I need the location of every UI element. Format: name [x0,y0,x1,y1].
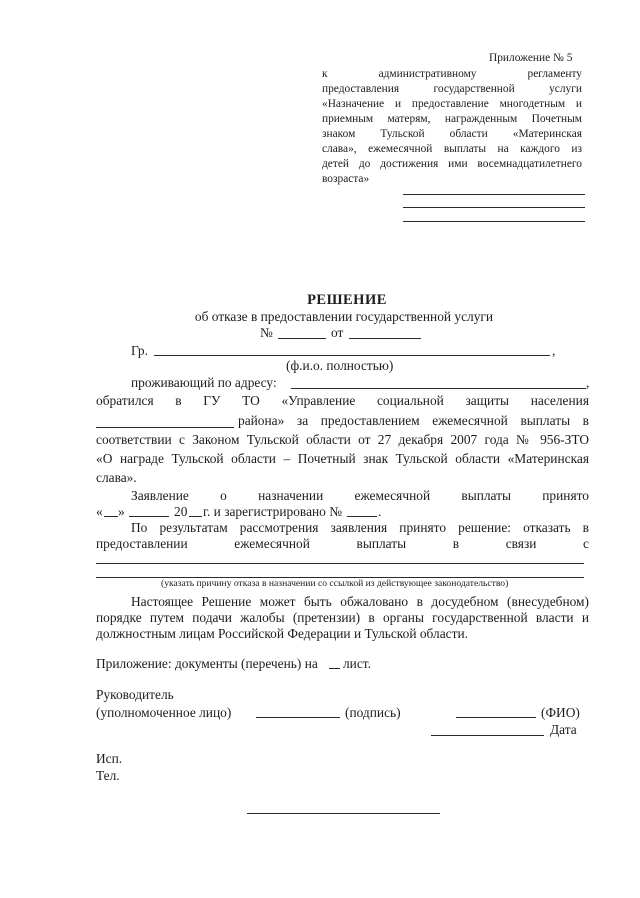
signature-label: (подпись) [345,705,401,720]
paragraph3-line-1: По результатам рассмотрения заявления принято решение: отказать в [131,520,589,535]
appendix-blank-line-1 [403,194,585,195]
attachment-label: Приложение: документы (перечень) на [96,656,318,671]
year-field [189,516,202,517]
paragraph3-line-2: предоставлении ежемесячной выплаты в связи с [96,536,589,551]
paragraph2-line-1: Заявление о назначении ежемесячной выплаты принято [131,488,589,503]
year-prefix: 20 [174,504,188,519]
address-end-comma: , [586,375,590,390]
decision-date-label: от [331,325,344,340]
paragraph1-line-3: соответствии с Законом Тульской области от 27 декабря 2007 года № 956-ЗТО [96,432,589,447]
executor-label: Исп. [96,751,123,766]
address-field [291,388,586,389]
appendix-line-7: детей до достижения ими восемнадцатилетнего [322,158,582,170]
appendix-line-3: «Назначение и предоставление многодетным и [322,98,582,110]
appendix-line-8: возраста» [322,173,370,185]
decision-number-label: № [260,325,273,340]
quote-open: « [96,504,103,519]
decision-date-field [349,338,421,339]
attachment-sheets-field [329,668,340,669]
appendix-blank-line-2 [403,207,585,208]
citizen-name-field [154,355,550,356]
bottom-rule [247,813,440,814]
paragraph1-line-5: слава». [96,470,137,485]
appendix-line-2: предоставления государственной услуги [322,83,582,95]
appendix-line-4: приемным матерям, награжденным Почетным [322,113,582,125]
appendix-blank-line-3 [403,221,585,222]
paragraph4-line-2: порядке путем подачи жалобы (претензии) в органы государственной власти и [96,610,589,625]
decision-number-field [278,338,326,339]
fio-caption: (ф.и.о. полностью) [286,358,394,373]
day-field [104,516,118,517]
date-label: Дата [550,722,577,737]
signature-field [256,717,340,718]
district-field [96,427,234,428]
attachment-suffix: лист. [343,656,371,671]
quote-close: » [118,504,125,519]
paragraph4-line-1: Настоящее Решение может быть обжаловано в досудебном (внесудебном) [131,594,589,609]
registration-end: . [378,504,382,519]
fio-field [456,717,536,718]
phone-label: Тел. [96,768,120,783]
registration-number-field [347,516,377,517]
paragraph4-line-3: должностным лицам Российской Федерации и Тульской области. [96,626,468,641]
appendix-line-1: к административному регламенту [322,68,582,80]
citizen-end-comma: , [552,343,556,358]
month-field [129,516,169,517]
paragraph1-line-1: обратился в ГУ ТО «Управление социальной защиты населения [96,393,589,408]
document-subtitle: об отказе в предоставлении государственной услуги [194,309,494,324]
reason-caption: (указать причину отказа в назначении со ссылкой из действующее законодательство) [161,578,509,589]
address-label: проживающий по адресу: [131,375,277,390]
paragraph1-line-2: района» за предоставлением ежемесячной выплаты в [238,413,589,428]
paragraph1-line-4: «О награде Тульской области – Почетный знак Тульской области «Материнская [96,451,589,466]
citizen-label: Гр. [131,343,148,358]
date-field [431,735,544,736]
fio-label: (ФИО) [541,705,580,720]
reason-field-1 [96,563,584,564]
appendix-title: Приложение № 5 [489,52,573,64]
appendix-line-6: слава», ежемесячной выплаты на каждого из [322,143,582,155]
appendix-line-5: знаком Тульской области «Материнская [322,128,582,140]
registered-text: г. и зарегистрировано № [203,504,343,519]
document-title: РЕШЕНИЕ [307,292,387,308]
authorized-label: (уполномоченное лицо) [96,705,232,720]
head-label: Руководитель [96,687,174,702]
